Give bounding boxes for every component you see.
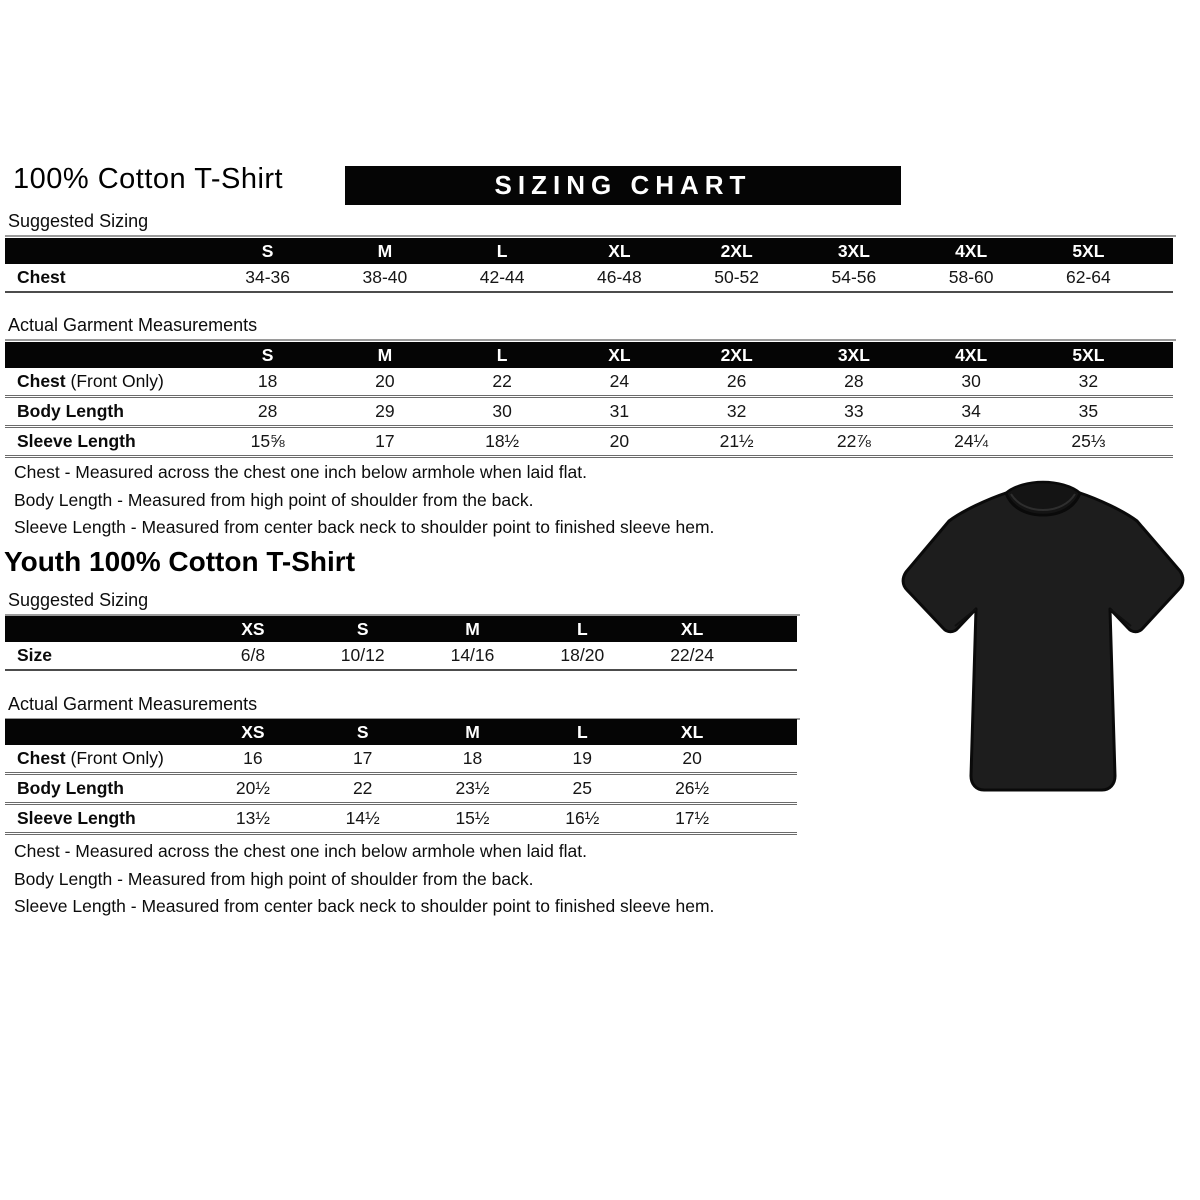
measurement-cell: 54-56 — [831, 267, 877, 287]
row-label: Chest — [17, 267, 66, 287]
measurement-note-line: Chest - Measured across the chest one inch below armhole when laid flat. — [14, 462, 587, 482]
size-column-header: S — [308, 616, 418, 642]
size-column-header: 4XL — [913, 238, 1030, 264]
measurement-cell: 24¼ — [954, 431, 989, 451]
size-column-header: 3XL — [795, 238, 912, 264]
size-column-header: XL — [561, 342, 678, 368]
row-trailing-spacer — [747, 774, 797, 804]
row-label: Body Length — [17, 778, 124, 798]
adult-suggested-sizing-label: Suggested Sizing — [5, 211, 1176, 237]
row-label: Sleeve Length — [17, 431, 136, 451]
size-column-header: XL — [637, 719, 747, 745]
header-label-spacer — [5, 719, 198, 745]
header-label-spacer — [5, 616, 198, 642]
measurement-cell: 62-64 — [1065, 267, 1111, 287]
measurement-cell: 22 — [352, 778, 373, 798]
size-column-header: 3XL — [795, 342, 912, 368]
size-column-header: S — [209, 238, 326, 264]
youth-actual-measurements-label: Actual Garment Measurements — [5, 694, 800, 720]
measurement-cell: 23½ — [455, 778, 490, 798]
size-column-header: 2XL — [678, 238, 795, 264]
size-column-header: M — [418, 616, 528, 642]
measurement-cell: 30 — [961, 371, 981, 391]
adult-suggested-sizing-table — [5, 238, 1173, 293]
table-row — [5, 264, 1173, 292]
measurement-cell: 28 — [844, 371, 864, 391]
header-trailing-spacer — [747, 719, 797, 745]
row-trailing-spacer — [1147, 427, 1173, 457]
measurement-cell: 17½ — [675, 808, 710, 828]
table-row — [5, 427, 1173, 457]
measurement-cell: 15⅝ — [250, 431, 285, 451]
size-column-header: L — [444, 238, 561, 264]
youth-actual-measurements-table — [5, 719, 797, 835]
row-trailing-spacer — [747, 745, 797, 774]
measurement-cell: 30 — [492, 401, 512, 421]
size-column-header: XL — [561, 238, 678, 264]
measurement-cell: 15½ — [455, 808, 490, 828]
measurement-cell: 32 — [726, 401, 747, 421]
row-label: Chest (Front Only) — [17, 371, 164, 391]
measurement-cell: 25⅓ — [1071, 431, 1106, 451]
adult-measurement-notes — [14, 459, 714, 542]
measurement-note-line: Body Length - Measured from high point of shoulder from the back. — [14, 868, 534, 889]
table-row — [5, 368, 1173, 397]
measurement-cell: 32 — [1078, 371, 1099, 391]
table-row — [5, 642, 797, 670]
header-row — [5, 616, 797, 642]
measurement-cell: 58-60 — [948, 267, 994, 287]
measurement-cell: 19 — [572, 748, 593, 768]
row-trailing-spacer — [747, 804, 797, 834]
measurement-note-line: Chest - Measured across the chest one inch below armhole when laid flat. — [14, 841, 587, 861]
row-trailing-spacer — [1147, 368, 1173, 397]
measurement-cell: 17 — [375, 431, 395, 451]
measurement-cell: 17 — [352, 748, 373, 768]
measurement-cell: 46-48 — [596, 267, 642, 287]
table-row — [5, 804, 797, 834]
measurement-cell: 14/16 — [450, 645, 495, 665]
header-row — [5, 719, 797, 745]
page-title: 100% Cotton T-Shirt — [13, 163, 284, 195]
header-row — [5, 238, 1173, 264]
black-tshirt-image — [893, 476, 1193, 810]
table-row — [5, 774, 797, 804]
table-row — [5, 397, 1173, 427]
measurement-cell: 18½ — [485, 431, 520, 451]
row-label: Sleeve Length — [17, 808, 136, 828]
measurement-cell: 24 — [609, 371, 630, 391]
youth-suggested-sizing-table — [5, 616, 797, 671]
measurement-cell: 16 — [243, 748, 263, 768]
measurement-note-line: Sleeve Length - Measured from center back neck to shoulder point to finished sleeve hem. — [14, 517, 715, 537]
tshirt-body — [903, 493, 1183, 790]
size-column-header: 4XL — [913, 342, 1030, 368]
size-column-header: 5XL — [1030, 238, 1147, 264]
size-column-header: 2XL — [678, 342, 795, 368]
sizing-chart-banner: SIZING CHART — [345, 166, 901, 205]
measurement-cell: 14½ — [345, 808, 380, 828]
measurement-cell: 50-52 — [714, 267, 759, 287]
measurement-cell: 13½ — [235, 808, 270, 828]
row-label: Chest (Front Only) — [17, 748, 164, 768]
size-column-header: XS — [198, 616, 308, 642]
size-column-header: XL — [637, 616, 747, 642]
row-trailing-spacer — [1147, 264, 1173, 292]
measurement-cell: 26½ — [675, 778, 710, 798]
header-trailing-spacer — [747, 616, 797, 642]
measurement-cell: 16½ — [565, 808, 600, 828]
size-column-header: S — [209, 342, 326, 368]
measurement-note-line: Body Length - Measured from high point of shoulder from the back. — [14, 489, 534, 510]
measurement-cell: 34-36 — [245, 267, 290, 287]
measurement-cell: 26 — [726, 371, 747, 391]
youth-suggested-sizing-label: Suggested Sizing — [5, 590, 800, 616]
size-column-header: L — [527, 719, 637, 745]
adult-actual-measurements-table — [5, 342, 1173, 458]
header-label-spacer — [5, 238, 209, 264]
measurement-cell: 28 — [257, 401, 278, 421]
row-trailing-spacer — [1147, 397, 1173, 427]
size-column-header: XS — [198, 719, 308, 745]
measurement-cell: 34 — [961, 401, 981, 421]
measurement-cell: 38-40 — [362, 267, 408, 287]
size-column-header: S — [308, 719, 418, 745]
size-column-header: 5XL — [1030, 342, 1147, 368]
measurement-cell: 20 — [682, 748, 702, 768]
measurement-cell: 18 — [462, 748, 483, 768]
measurement-cell: 31 — [609, 401, 630, 421]
size-column-header: L — [527, 616, 637, 642]
measurement-cell: 35 — [1078, 401, 1099, 421]
measurement-cell: 25 — [572, 778, 593, 798]
measurement-cell: 42-44 — [479, 267, 525, 287]
measurement-cell: 29 — [375, 401, 395, 421]
row-trailing-spacer — [747, 642, 797, 670]
measurement-cell: 21½ — [719, 431, 754, 451]
size-column-header: M — [326, 342, 443, 368]
header-row — [5, 342, 1173, 368]
measurement-cell: 22 — [492, 371, 512, 391]
measurement-cell: 18/20 — [560, 645, 605, 665]
row-label: Body Length — [17, 401, 124, 421]
size-column-header: M — [418, 719, 528, 745]
header-trailing-spacer — [1147, 238, 1173, 264]
youth-measurement-notes — [14, 838, 714, 921]
measurement-cell: 22/24 — [670, 645, 714, 665]
measurement-cell: 33 — [844, 401, 864, 421]
measurement-cell: 10/12 — [340, 645, 385, 665]
measurement-cell: 20 — [609, 431, 630, 451]
table-row — [5, 745, 797, 774]
size-column-header: L — [444, 342, 561, 368]
measurement-cell: 20 — [375, 371, 395, 391]
measurement-note-line: Sleeve Length - Measured from center back neck to shoulder point to finished sleeve hem. — [14, 896, 715, 916]
header-trailing-spacer — [1147, 342, 1173, 368]
measurement-cell: 20½ — [235, 778, 270, 798]
youth-section-title: Youth 100% Cotton T-Shirt — [4, 546, 356, 577]
header-label-spacer — [5, 342, 209, 368]
measurement-cell: 22⅞ — [836, 431, 871, 451]
size-column-header: M — [326, 238, 443, 264]
adult-actual-measurements-label: Actual Garment Measurements — [5, 315, 1176, 341]
measurement-cell: 6/8 — [240, 645, 266, 665]
row-label: Size — [17, 645, 53, 665]
measurement-cell: 18 — [257, 371, 278, 391]
